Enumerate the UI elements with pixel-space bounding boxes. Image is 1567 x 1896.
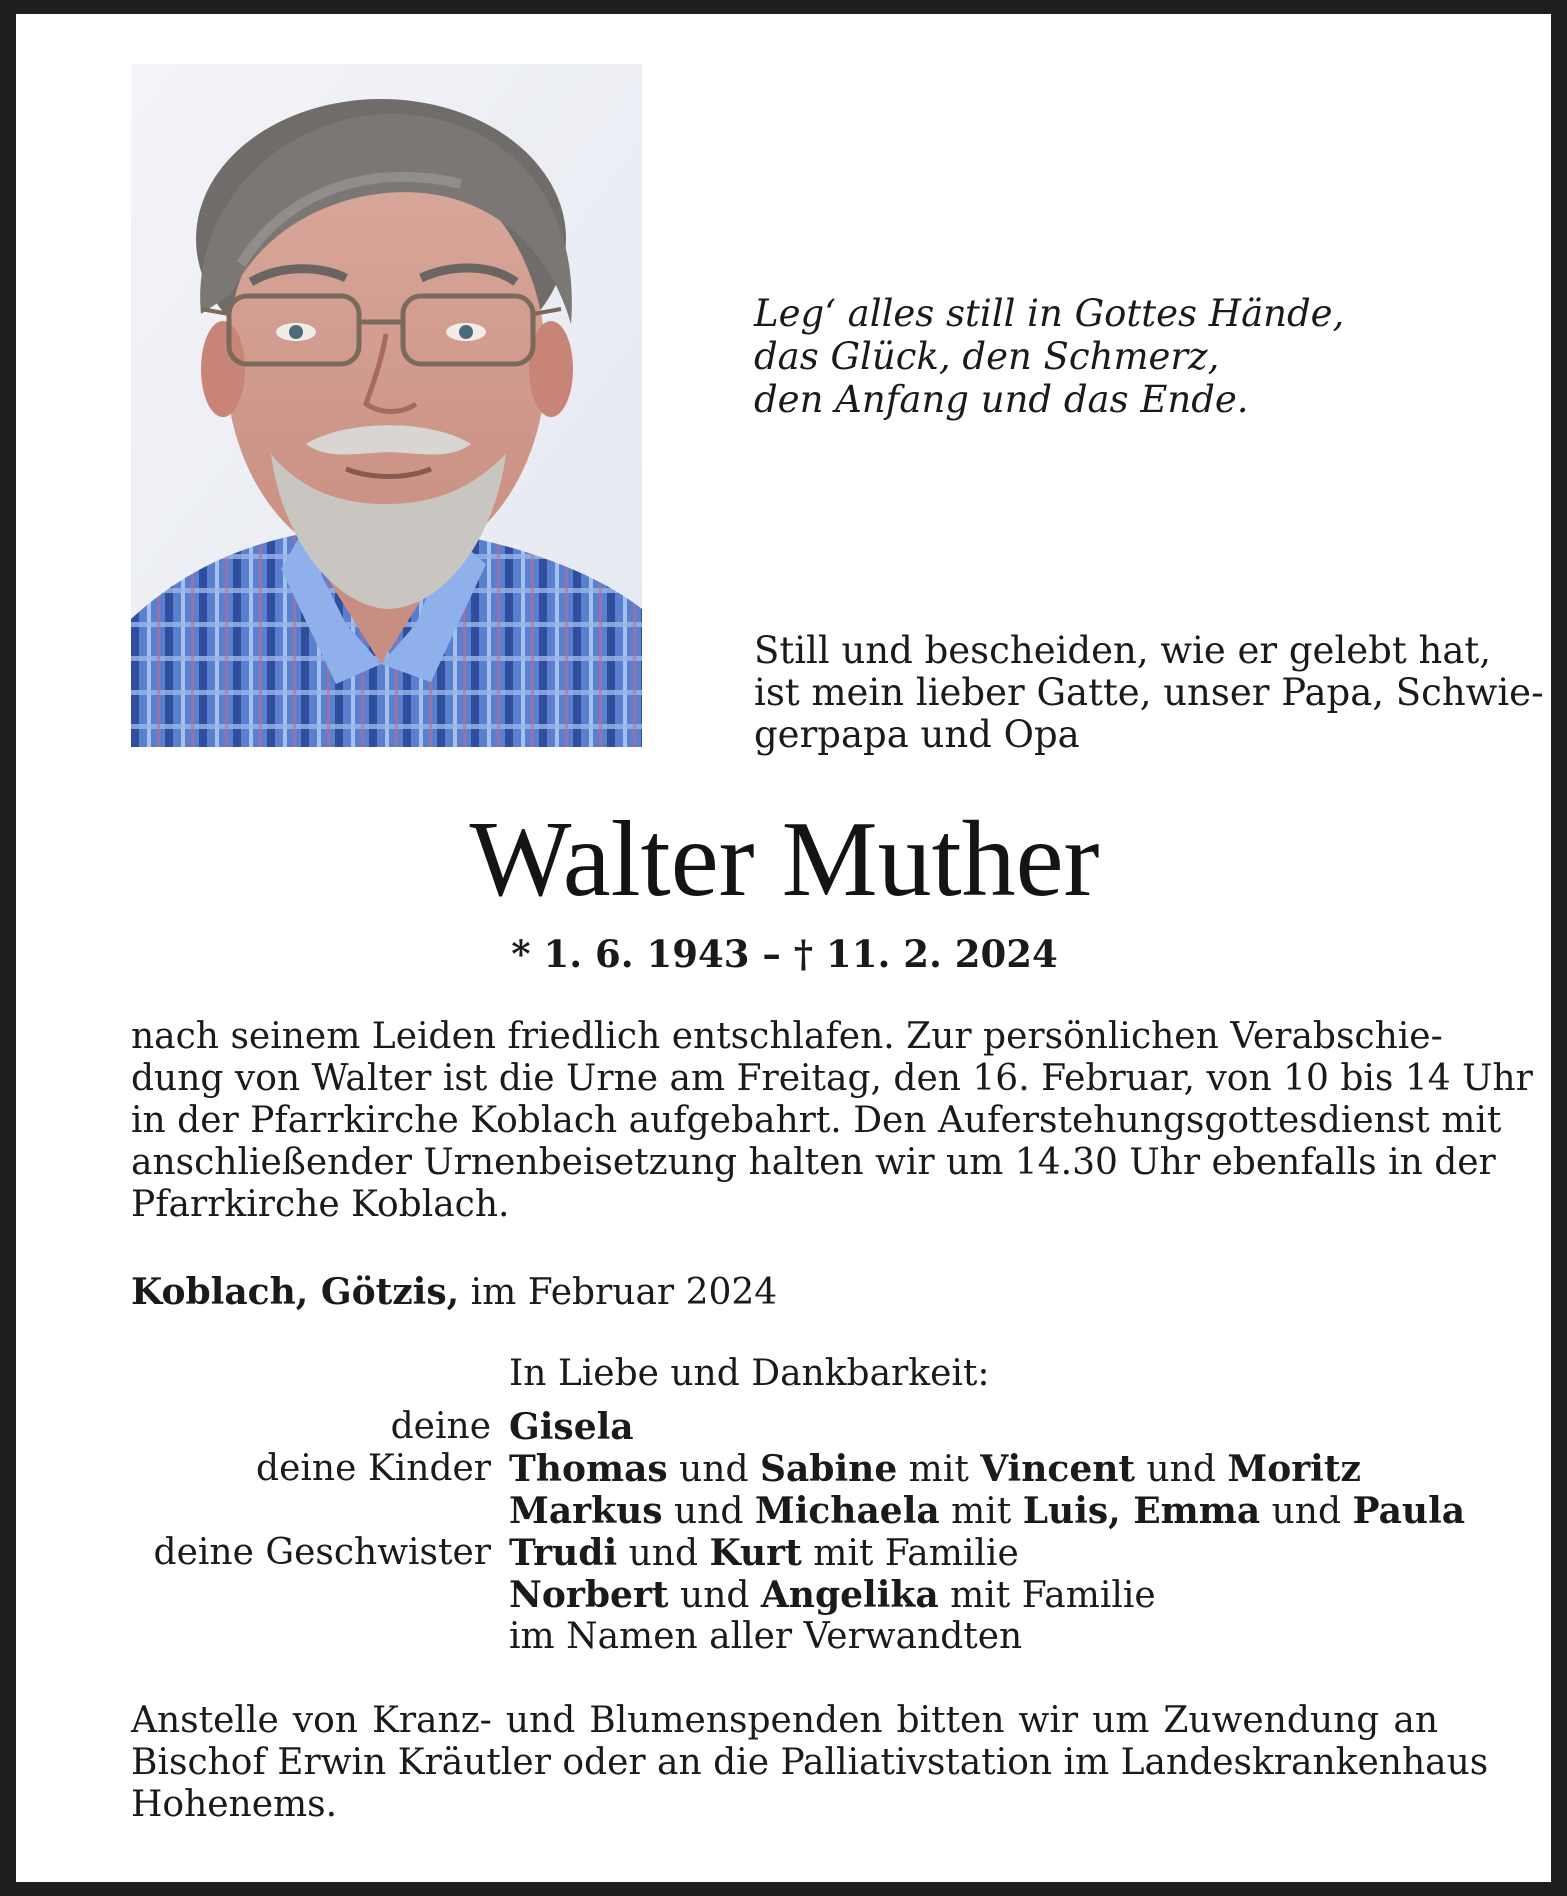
- conjunction: und: [668, 1575, 761, 1616]
- body-line: in der Pfarrkirche Koblach aufgebahrt. Den Auferstehungsgottesdienst mit: [131, 1100, 1502, 1141]
- spouse-name: Michaela: [754, 1490, 940, 1532]
- siblings-label: deine Geschwister: [153, 1532, 491, 1573]
- grandchild-name: Luis, Emma: [1022, 1490, 1261, 1532]
- spouse-name: Sabine: [759, 1448, 898, 1490]
- place-towns: Koblach, Götzis,: [131, 1271, 460, 1313]
- closing-line: Bischof Erwin Kräutler oder an die Palliativstation im Landeskrankenhaus: [131, 1742, 1489, 1783]
- poem-line: den Anfang und das Ende.: [754, 378, 1249, 421]
- conjunction: und: [617, 1533, 710, 1574]
- portrait-photo: [131, 64, 642, 747]
- conjunction: und: [667, 1449, 760, 1490]
- grandchild-name: Moritz: [1227, 1448, 1361, 1490]
- poem-line: Leg‘ alles still in Gottes Hände,: [754, 292, 1345, 335]
- conjunction: und: [1135, 1449, 1228, 1490]
- intro-line: Still und bescheiden, wie er gelebt hat,: [754, 629, 1492, 672]
- sibling-name: Trudi: [509, 1532, 618, 1574]
- conjunction: mit: [939, 1491, 1023, 1532]
- closing-line: Anstelle von Kranz- und Blumenspenden bitten wir um Zuwendung an: [131, 1700, 1438, 1741]
- deceased-name: Walter Muther: [469, 800, 1100, 919]
- body-line: nach seinem Leiden friedlich entschlafen. Zur persönlichen Verabschie-: [131, 1016, 1443, 1057]
- wife-label: deine: [390, 1406, 491, 1447]
- donation-note: [131, 1700, 1489, 1826]
- body-line: anschließender Urnenbeisetzung halten wir um 14.30 Uhr ebenfalls in der: [131, 1142, 1496, 1183]
- poem-line: das Glück, den Schmerz,: [754, 335, 1220, 378]
- children-line-1: [509, 1448, 1361, 1491]
- intro-line: gerpapa und Opa: [754, 713, 1080, 756]
- relatives-line: im Namen aller Verwandten: [509, 1616, 1023, 1657]
- sibling-name: Norbert: [509, 1574, 669, 1616]
- life-dates: * 1. 6. 1943 – † 11. 2. 2024: [511, 932, 1058, 976]
- grandchild-name: Vincent: [980, 1448, 1136, 1490]
- sibling-spouse-name: Kurt: [709, 1532, 802, 1574]
- poem-verse: [754, 292, 1454, 421]
- family-note: mit Familie: [938, 1575, 1156, 1616]
- grandchild-name: Paula: [1352, 1490, 1466, 1532]
- wife-name: Gisela: [509, 1406, 634, 1448]
- place-date: [131, 1270, 1031, 1315]
- body-line: dung von Walter ist die Urne am Freitag, den 16. Februar, von 10 bis 14 Uhr: [131, 1058, 1533, 1099]
- conjunction: und: [1260, 1491, 1353, 1532]
- body-line: Pfarrkirche Koblach.: [131, 1184, 510, 1225]
- conjunction: mit: [897, 1449, 981, 1490]
- siblings-line-1: [509, 1532, 1019, 1575]
- announcement-body: [131, 1016, 1533, 1226]
- child-name: Markus: [509, 1490, 663, 1532]
- children-label: deine Kinder: [256, 1448, 491, 1489]
- place-month: im Februar 2024: [459, 1272, 778, 1313]
- intro-line: ist mein lieber Gatte, unser Papa, Schwie-: [754, 671, 1544, 714]
- conjunction: und: [662, 1491, 755, 1532]
- sibling-spouse-name: Angelika: [760, 1574, 939, 1616]
- signature-heading: In Liebe und Dankbarkeit:: [509, 1353, 990, 1394]
- closing-line: Hohenems.: [131, 1784, 338, 1825]
- intro-text: [754, 629, 1544, 756]
- siblings-line-2: [509, 1574, 1156, 1617]
- child-name: Thomas: [509, 1448, 668, 1490]
- family-note: mit Familie: [801, 1533, 1019, 1574]
- children-line-2: [509, 1490, 1465, 1533]
